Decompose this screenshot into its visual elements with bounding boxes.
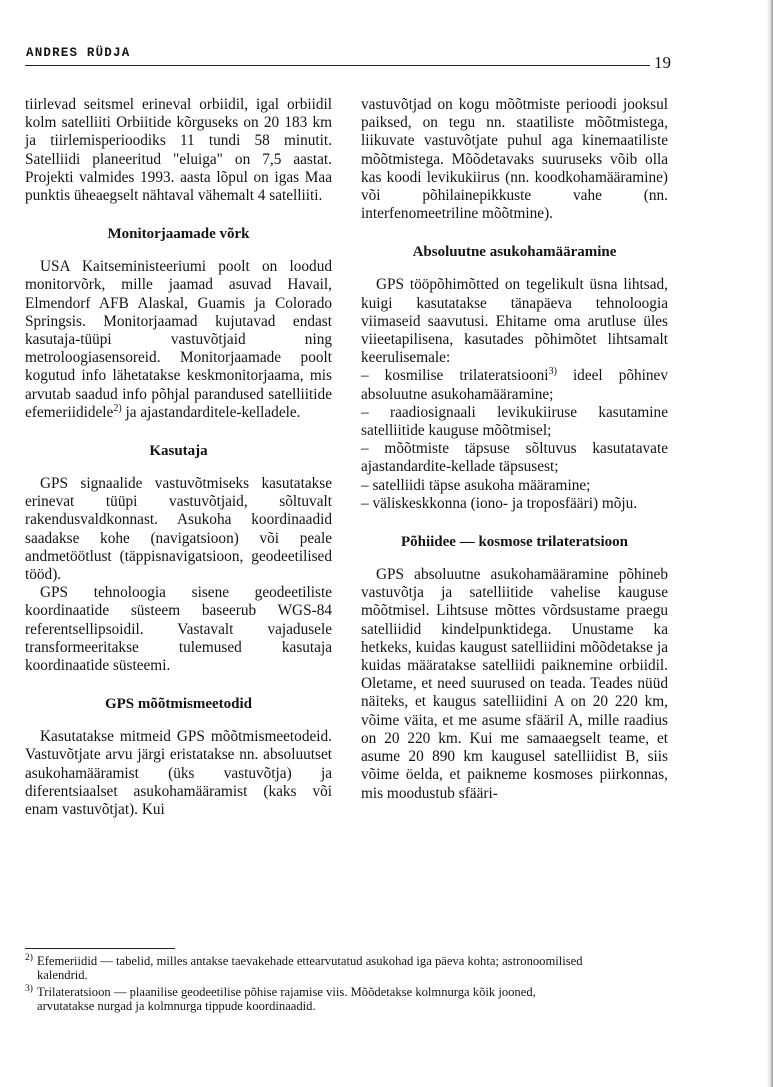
page-number: 19 bbox=[654, 53, 671, 72]
list-item-text: – mõõtmiste täpsuse sõltuvus kasutatavate ajastandardite-kellade täpsusest; bbox=[361, 440, 668, 476]
footnote-reference-3: 3) bbox=[548, 366, 557, 378]
footnote-text: Efemeriidid — tabelid, milles antakse taevakehade ettearvutatud asukohad iga päeva kohta; astronoomilised kalendrid. bbox=[37, 954, 583, 982]
section-heading-main-idea: Põhiidee — kosmose trilateratsioon bbox=[400, 534, 629, 551]
paragraph-absolute-positioning: GPS tööpõhimõtted on tegelikult üsna lihtsad, kuigi kasutatakse tänapäeva tehnoloogia viimaseid saavutusi. Ehitame oma arutluse üles viieetapilisena, kasutades põhimõtet lihtsamalt keerulisemale: bbox=[361, 276, 668, 367]
paragraph-gps-methods: Kasutatakse mitmeid GPS mõõtmismeetodeid. Vastuvõtjate arvu järgi eristatakse nn. absoluutset asukohamääramist (üks vastuvõtja) ja diferentsiaalset asukohamääramist (kaks või enam vastuvõtjat). Kui bbox=[25, 728, 332, 819]
list-item-text: – raadiosignaali levikukiiruse kasutamine satelliitide kauguse mõõtmisel; bbox=[361, 403, 668, 440]
running-header-author: ANDRES RÜDJA bbox=[26, 46, 131, 60]
list-item bbox=[361, 404, 668, 440]
list-item bbox=[361, 367, 668, 403]
paragraph-user-2: GPS tehnoloogia sisene geodeetiliste koordinaatide süsteem baseerub WGS-84 referentsellipsoidil. Vastavalt vajadusele transformeeritakse tulemused kasutaja koordinaatide süsteemi. bbox=[25, 584, 332, 675]
footnote-2 bbox=[25, 954, 590, 982]
footnote-mark: 3) bbox=[25, 984, 33, 994]
list-item bbox=[361, 440, 668, 476]
section-heading-gps-methods: GPS mõõtmismeetodid bbox=[104, 696, 253, 713]
footnote-text: Trilateratsioon — plaanilise geodeetilise põhise rajamise viis. Mõõdetakse kolmnurga kõik jooned, arvutatakse nurgad ja kolmnurga tippude koordinaadid. bbox=[37, 985, 536, 1013]
left-column bbox=[25, 96, 332, 819]
right-column bbox=[361, 96, 668, 803]
paragraph-text: ja ajastandarditele-kelladele. bbox=[121, 403, 301, 421]
principles-list bbox=[361, 367, 668, 513]
scan-shadow-edge bbox=[767, 0, 773, 1087]
paragraph-monitor-network bbox=[25, 258, 332, 422]
paragraph-text: USA Kaitseministeeriumi poolt on loodud monitorvõrk, mille jaamad asuvad Havail, Elmendorf AFB Alaskal, Guamis ja Colorado Springsis. Monitorjaamad kujutavad endast kasutaja-tüüpi vastuvõtjaid ning metroloogiasensoreid. Monitorjaamade poolt kogutud info lähetatakse keskmonitorjaama, mis arvutab saadud info põhjal parandused satelliitide efemeriididele bbox=[25, 258, 332, 421]
footnote-3 bbox=[25, 985, 590, 1013]
list-item-text: ideel põhinev absoluutne asukohamääramine; bbox=[361, 367, 668, 403]
list-item bbox=[361, 495, 668, 513]
footnote-mark: 2) bbox=[25, 953, 33, 963]
section-heading-monitor-network: Monitorjaamade võrk bbox=[107, 226, 250, 243]
section-heading-user: Kasutaja bbox=[149, 443, 208, 460]
paragraph-continued: tiirlevad seitsmel erineval orbiidil, igal orbiidil kolm satelliiti Orbiitide kõrguseks on 20 183 km ja tiirlemisperioodiks 11 tundi 58 minutit. Satelliidi planeeritud "eluiga" on 7,5 aastat. Projekti valmides 1993. aasta lõpul on igas Maa punktis üheaegselt nähtaval vähemalt 4 satelliiti. bbox=[25, 96, 332, 205]
paragraph-user-1: GPS signaalide vastuvõtmiseks kasutatakse erinevat tüüpi vastuvõtjaid, sõltuvalt rakendusvaldkonnast. Asukoha koordinaadid saadakse kohe (navigatsioon) või peale andmetöötlust (täppisnavigatsioon, geodeetilised tööd). bbox=[25, 475, 332, 584]
list-item bbox=[361, 477, 668, 495]
running-header bbox=[25, 45, 650, 66]
section-heading-absolute-positioning: Absoluutne asukohamääramine bbox=[412, 244, 617, 261]
footnotes bbox=[25, 954, 590, 1016]
paragraph-continued: vastuvõtjad on kogu mõõtmiste perioodi jooksul paiksed, on tegu nn. staatiliste mõõtmistega, liikuvate vastuvõtjate puhul aga kinemaatiliste mõõtmistega. Mõõdetavaks suuruseks võib olla kas koodi levikukiirus (nn. koodkohamääramine) või põhilainepikkuste vahe (nn. interfenomeetriline mõõtmine). bbox=[361, 96, 668, 223]
list-item-text: – satelliidi täpse asukoha määramine; bbox=[361, 476, 591, 494]
footnote-divider bbox=[25, 948, 175, 949]
list-item-text: – kosmilise trilateratsiooni bbox=[361, 367, 549, 385]
paragraph-main-idea: GPS absoluutne asukohamääramine põhineb vastuvõtja ja satelliitide vahelise kauguse mõõtmisel. Lihtsuse mõttes võrdsustame praegu satelliidid kindelpunktidega. Unustame ka hetkeks, kuidas kaugust satelliidini mõõdetakse ja kuidas määratakse satelliidi paiknemine orbiidil. Oletame, et need suurused on teada. Teades nüüd näiteks, et kaugus satelliidini A on 20 220 km, võime väita, et me asume sfääril A, mille raadius on 20 220 km. Kui me samaaegselt teame, et asume 20 890 km kaugusel satelliidist B, siis võime öelda, et paikneme kosmoses piirkonnas, mis moodustub sfääri- bbox=[361, 566, 668, 802]
list-item-text: – väliskeskkonna (iono- ja troposfääri) mõju. bbox=[361, 494, 638, 512]
footnote-reference-2: 2) bbox=[113, 402, 122, 414]
